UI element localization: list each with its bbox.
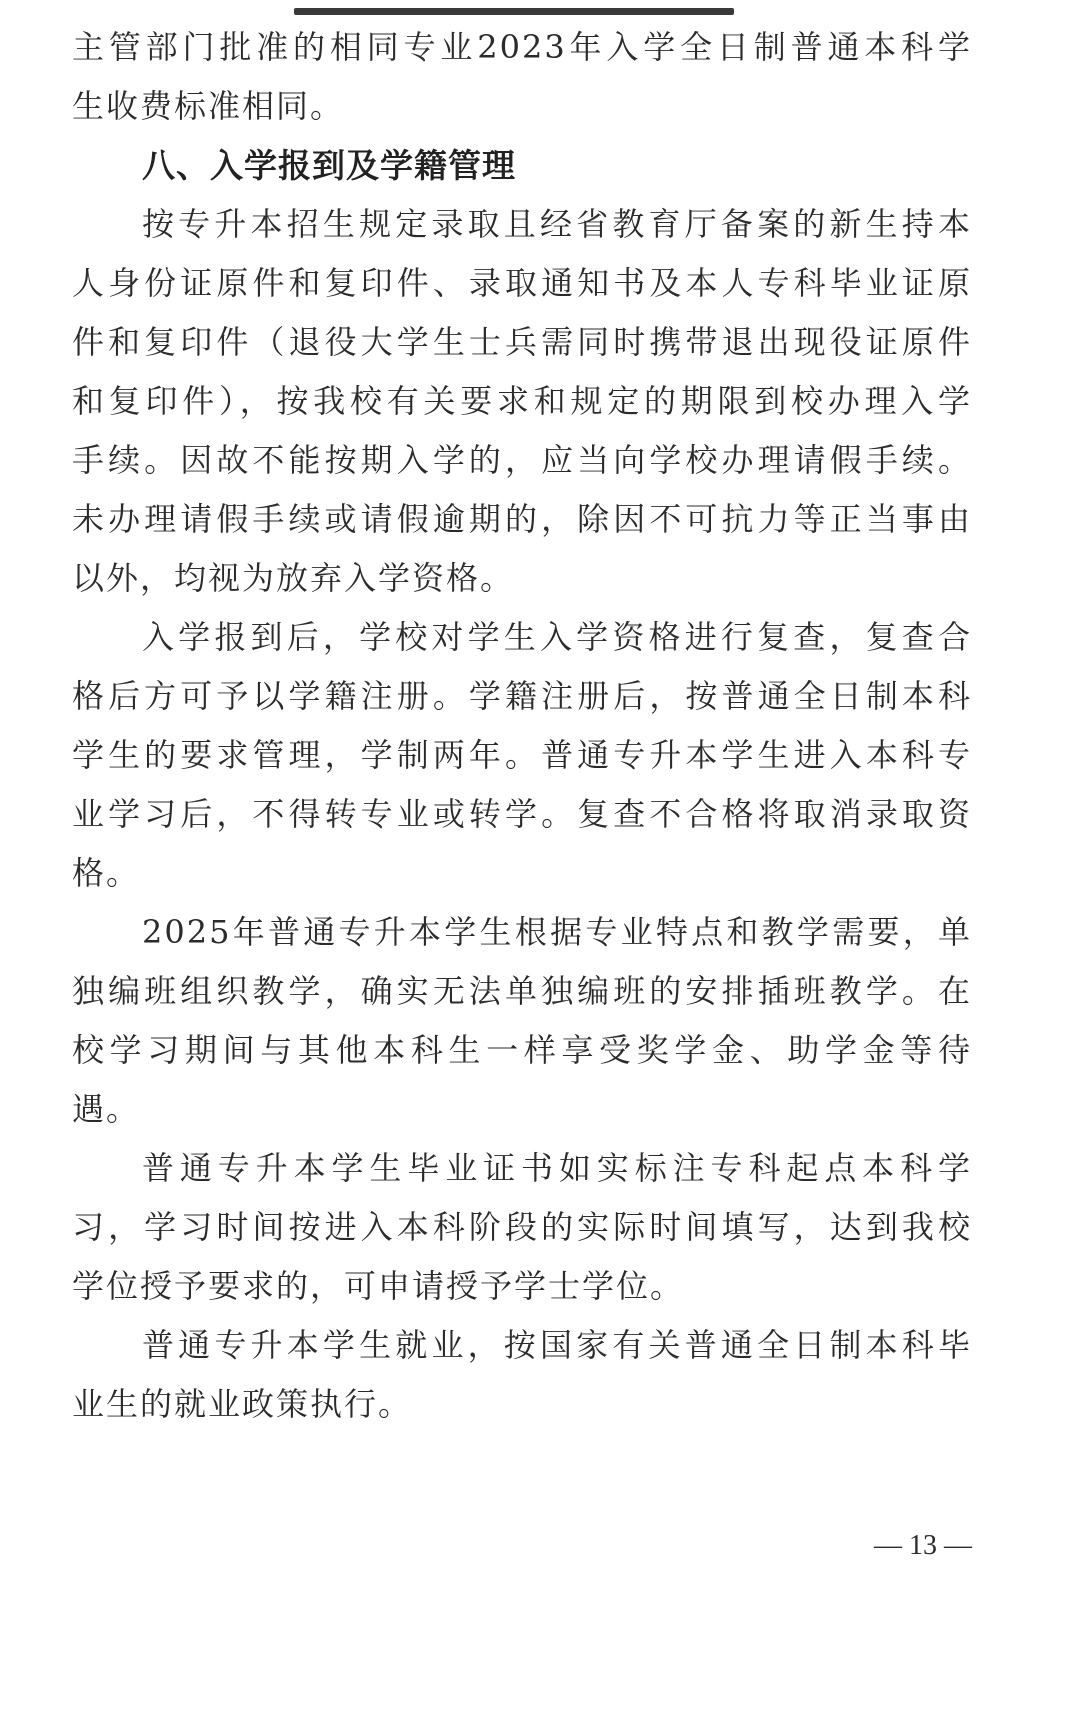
text-line: 2025年普通专升本学生根据专业特点和教学需要，单 bbox=[142, 913, 972, 951]
text-line: 业学习后，不得转专业或转学。复查不合格将取消录取资 bbox=[72, 795, 972, 833]
scroll-indicator[interactable] bbox=[294, 8, 734, 15]
text-line: 格后方可予以学籍注册。学籍注册后，按普通全日制本科 bbox=[72, 677, 972, 715]
text-line: 普通专升本学生毕业证书如实标注专科起点本科学 bbox=[142, 1149, 972, 1187]
text-line: 普通专升本学生就业，按国家有关普通全日制本科毕 bbox=[142, 1326, 972, 1364]
text-line: 手续。因故不能按期入学的，应当向学校办理请假手续。 bbox=[72, 441, 972, 479]
text-line: 学位授予要求的，可申请授予学士学位。 bbox=[72, 1267, 685, 1305]
text-line: 校学习期间与其他本科生一样享受奖学金、助学金等待 bbox=[72, 1031, 972, 1069]
text-line: 入学报到后，学校对学生入学资格进行复查，复查合 bbox=[142, 618, 972, 656]
text-line: 人身份证原件和复印件、录取通知书及本人专科毕业证原 bbox=[72, 264, 972, 302]
text-line: 业生的就业政策执行。 bbox=[72, 1385, 413, 1423]
document-page bbox=[72, 18, 972, 1434]
text-line: 主管部门批准的相同专业2023年入学全日制普通本科学 bbox=[72, 28, 972, 66]
text-line: 生收费标准相同。 bbox=[72, 87, 345, 125]
page-number: — 13 — bbox=[874, 1530, 972, 1561]
text-line: 遇。 bbox=[72, 1090, 141, 1128]
text-line: 学生的要求管理，学制两年。普通专升本学生进入本科专 bbox=[72, 736, 972, 774]
text-line: 以外，均视为放弃入学资格。 bbox=[72, 559, 515, 597]
text-line: 独编班组织教学，确实无法单独编班的安排插班教学。在 bbox=[72, 972, 972, 1010]
section-heading: 八、入学报到及学籍管理 bbox=[142, 146, 516, 185]
text-line: 习，学习时间按进入本科阶段的实际时间填写，达到我校 bbox=[72, 1208, 972, 1246]
text-line: 按专升本招生规定录取且经省教育厅备案的新生持本 bbox=[142, 205, 972, 243]
text-line: 件和复印件（退役大学生士兵需同时携带退出现役证原件 bbox=[72, 323, 972, 361]
text-line: 和复印件），按我校有关要求和规定的期限到校办理入学 bbox=[72, 382, 972, 420]
text-line: 未办理请假手续或请假逾期的，除因不可抗力等正当事由 bbox=[72, 500, 972, 538]
text-line: 格。 bbox=[72, 854, 141, 892]
